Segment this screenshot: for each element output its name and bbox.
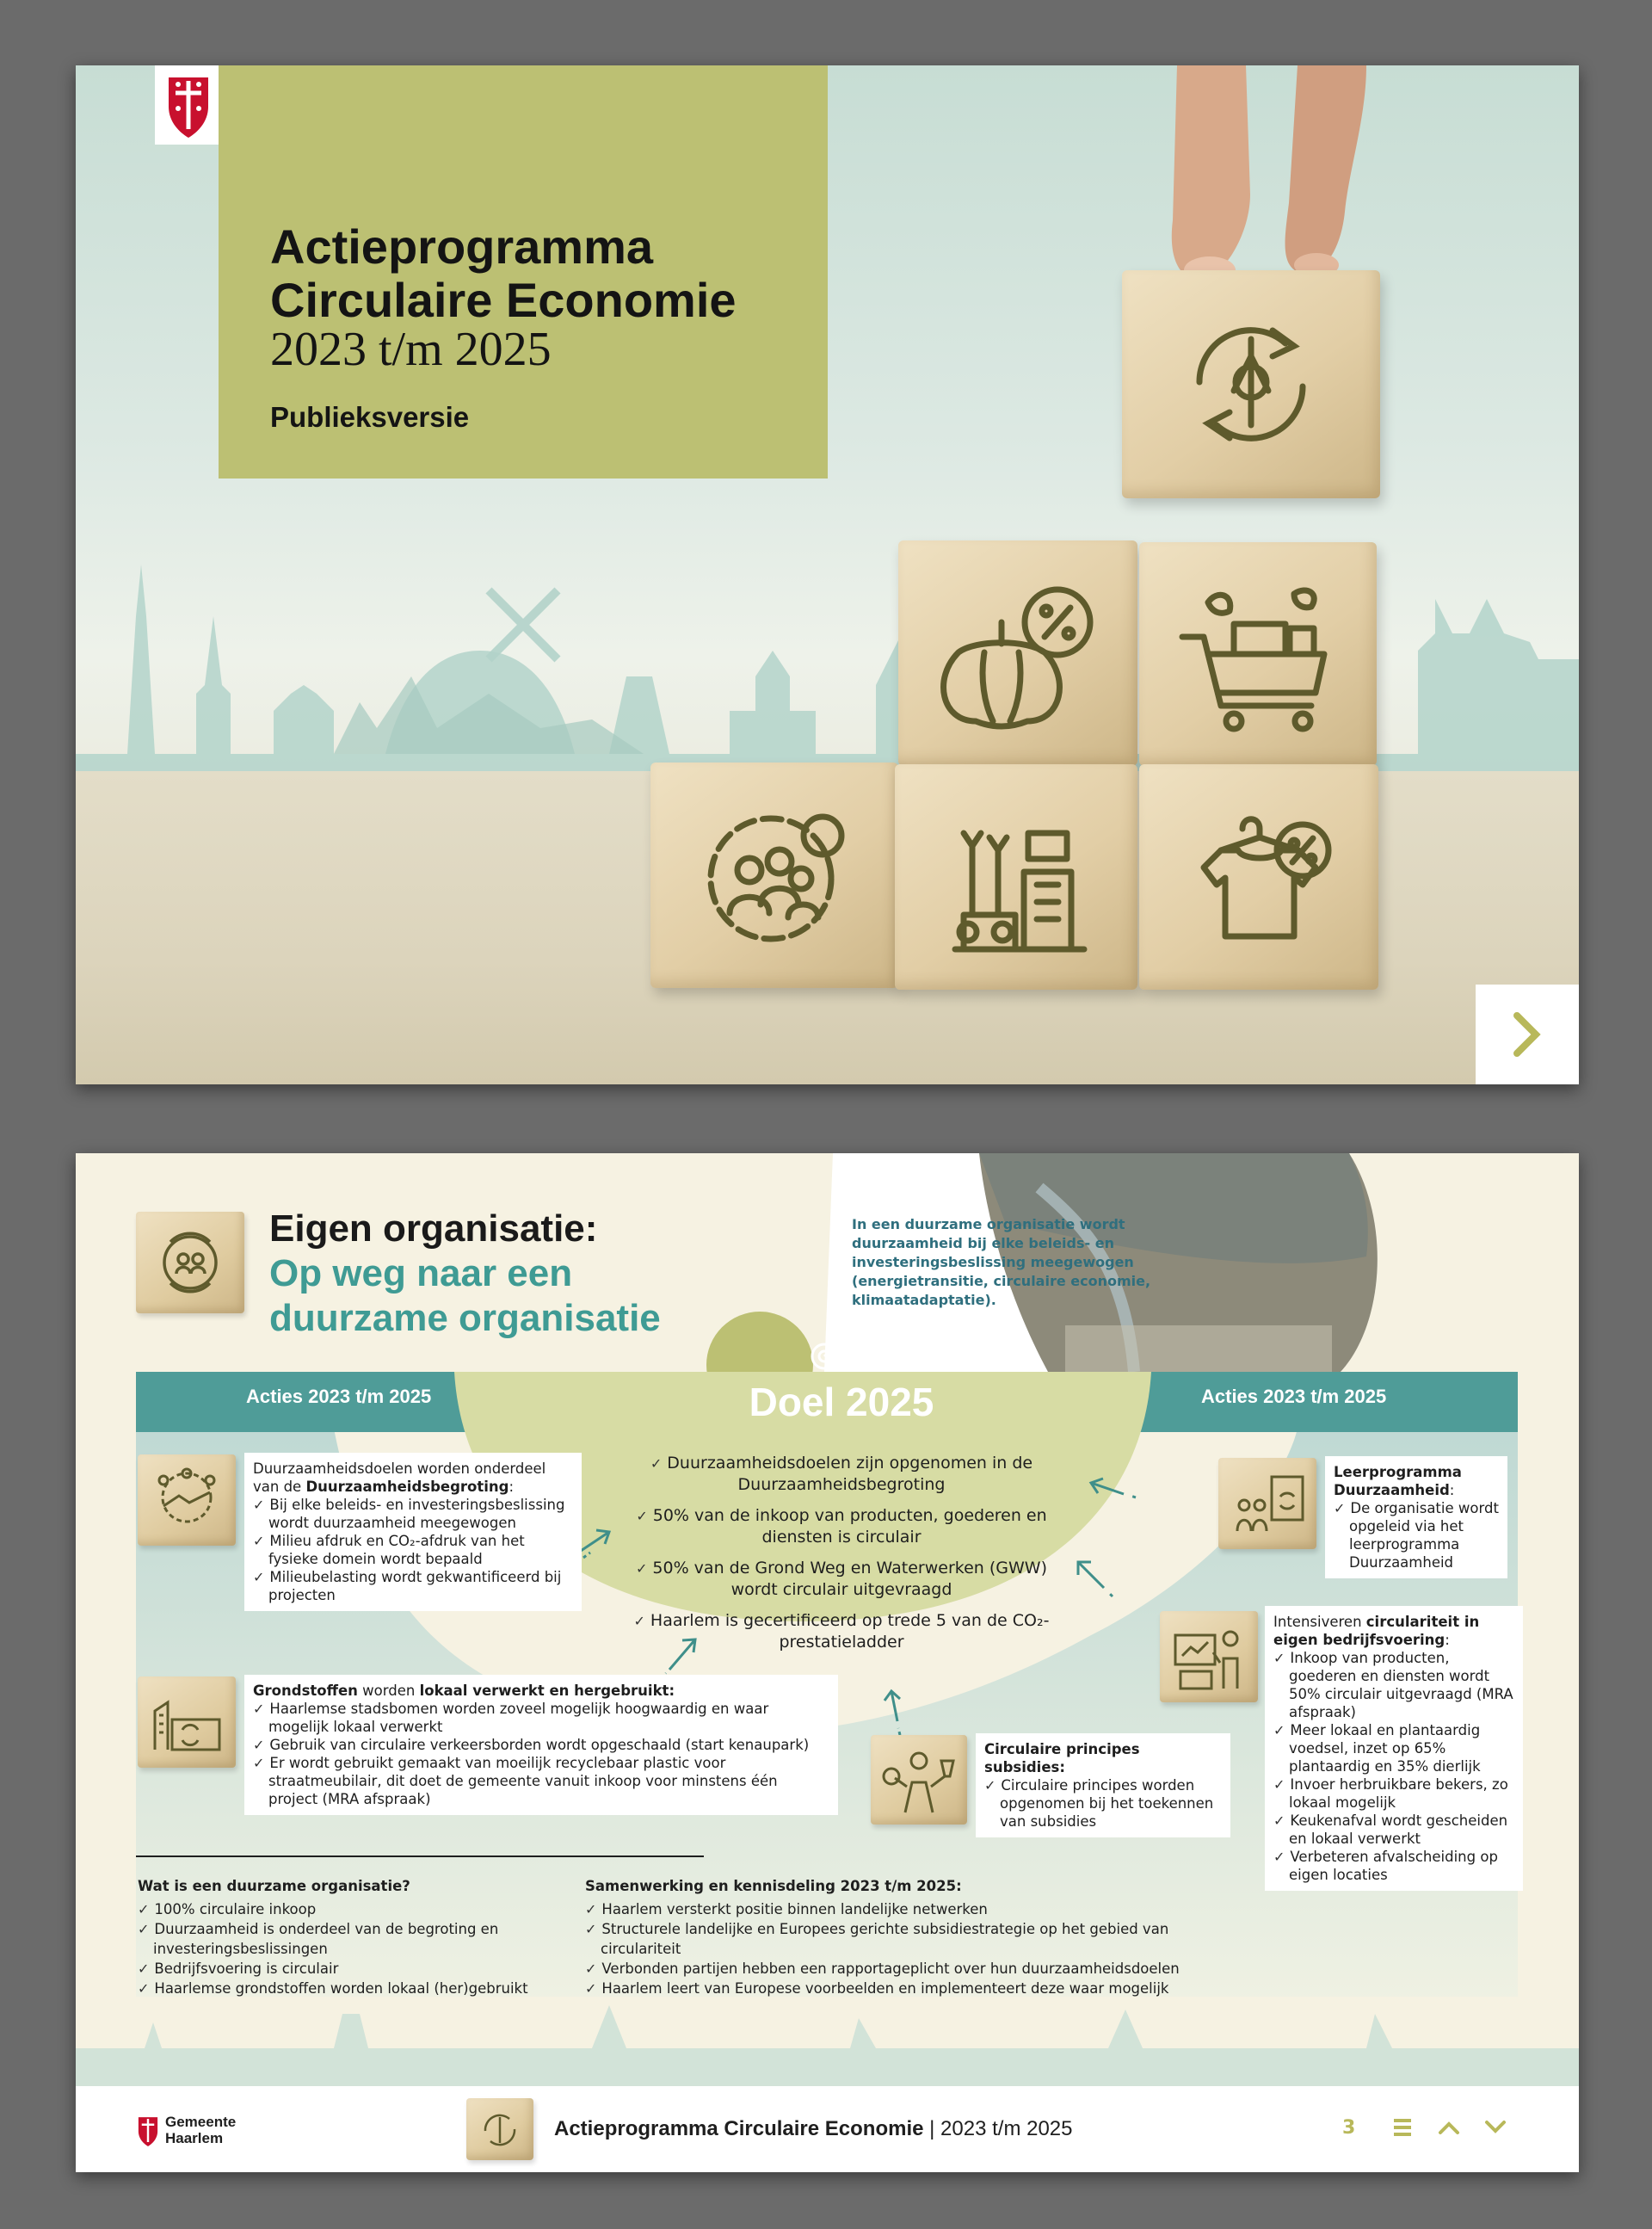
list-item xyxy=(1273,1721,1514,1775)
list-item-text: Keukenafval wordt gescheiden en lokaal verwerkt xyxy=(1289,1812,1508,1847)
grondstoffen-icon-block xyxy=(138,1676,236,1768)
intro-text: In een duurzame organisatie wordt duurzaamheid bij elke beleids- en investeringsbeslissing meegewogen (energietransitie, circulaire economie, klimaatadaptatie). xyxy=(852,1216,1151,1308)
check-icon: ✓ xyxy=(585,1921,597,1937)
list-item-text: Haarlemse stadsbomen worden zoveel mogelijk hoogwaardig en waar mogelijk lokaal verwerkt xyxy=(268,1701,769,1735)
block-pumpkin xyxy=(898,540,1137,766)
list-item xyxy=(253,1496,573,1532)
list-item xyxy=(138,1979,542,1998)
footer-icon-block xyxy=(466,2098,533,2160)
shopping-cart-icon xyxy=(1139,542,1377,766)
page-heading: Eigen organisatie: xyxy=(269,1207,598,1250)
list-item-text: Haarlemse grondstoffen worden lokaal (her)gebruikt xyxy=(154,1980,528,1997)
acties-label-right: Acties 2023 t/m 2025 xyxy=(1201,1386,1387,1407)
check-icon: ✓ xyxy=(585,1960,597,1977)
doel-item-text: Haarlem is gecertificeerd op trede 5 van de CO₂-prestatieladder xyxy=(650,1611,1050,1652)
footer-logo[interactable] xyxy=(136,2110,256,2153)
leer-icon-block xyxy=(1218,1458,1316,1549)
list-item-text: Structurele landelijke en Europees gerichte subsidiestrategie op het gebied van circulariteit xyxy=(601,1921,1169,1957)
heading-icon-block xyxy=(136,1212,244,1313)
list-item-text: Duurzaamheid is onderdeel van de begroting en investeringsbeslissingen xyxy=(153,1921,499,1957)
card-leer xyxy=(1325,1456,1507,1578)
list-item-text: Er wordt gebruikt gemaakt van moeilijk recyclebaar plastic voor straatmeubilair, dit doet de gemeente vanuit inkoop voor minstens één project (MRA afspraak) xyxy=(268,1755,778,1807)
target-icon xyxy=(798,1334,850,1377)
list-item-text: Bedrijfsvoering is circulair xyxy=(154,1960,339,1977)
next-page-down-button[interactable] xyxy=(1480,2112,1511,2143)
page-number: 3 xyxy=(1342,2117,1356,2139)
doel-item xyxy=(626,1558,1057,1600)
list-item xyxy=(138,1959,542,1979)
block-industry xyxy=(895,764,1137,990)
check-icon: ✓ xyxy=(253,1755,265,1771)
card-begroting-lead xyxy=(253,1460,573,1496)
doel-item xyxy=(626,1453,1057,1495)
doel-list xyxy=(626,1453,1057,1663)
check-icon: ✓ xyxy=(138,1980,150,1997)
footer-separator: | xyxy=(929,2117,935,2140)
pumpkin-discount-icon xyxy=(898,540,1137,766)
bedrijf-icon-block xyxy=(1160,1611,1258,1702)
sustainable-industry-icon xyxy=(895,764,1137,990)
block-circular-arrows xyxy=(1122,270,1380,498)
people-gear-icon xyxy=(650,763,898,988)
begroting-icon-block xyxy=(138,1454,236,1546)
circular-arrows-icon xyxy=(1122,270,1380,498)
check-icon: ✓ xyxy=(585,1901,597,1917)
subsidies-icon-block xyxy=(871,1735,967,1825)
list-item-text: Inkoop van producten, goederen en diensten wordt 50% circulair uitgevraagd (MRA afspraak) xyxy=(1289,1650,1513,1720)
cover-period: 2023 t/m 2025 xyxy=(270,323,552,376)
samenwerking-section xyxy=(585,1876,1213,1998)
list-item xyxy=(585,1979,1213,1998)
previous-page-button[interactable] xyxy=(1433,2112,1464,2143)
footer-logo-line1: Gemeente xyxy=(165,2114,237,2130)
check-icon: ✓ xyxy=(636,1508,648,1524)
menu-icon xyxy=(1387,2112,1418,2143)
page-subheading: Op weg naar een duurzame organisatie xyxy=(269,1252,661,1339)
list-item xyxy=(138,1899,542,1919)
list-item xyxy=(253,1568,573,1604)
card-bedrijf xyxy=(1265,1606,1523,1891)
footer-logo-text xyxy=(165,2114,236,2146)
list-item-text: Haarlem leert van Europese voorbeelden en implementeert deze waar mogelijk xyxy=(601,1980,1169,1997)
samenwerking-heading: Samenwerking en kennisdeling 2023 t/m 2025: xyxy=(585,1878,962,1894)
handshake-network-icon xyxy=(138,1454,236,1546)
check-icon: ✓ xyxy=(138,1960,150,1977)
list-item-text: Verbonden partijen hebben een rapportageplicht over hun duurzaamheidsdoelen xyxy=(601,1960,1180,1977)
list-item xyxy=(585,1919,1213,1959)
circular-arrows-icon xyxy=(466,2098,533,2160)
check-icon: ✓ xyxy=(984,1777,996,1794)
check-icon: ✓ xyxy=(650,1455,663,1472)
check-icon: ✓ xyxy=(138,1901,150,1917)
factory-recycle-icon xyxy=(138,1676,236,1768)
list-item-text: 100% circulaire inkoop xyxy=(154,1901,317,1917)
doel-item xyxy=(626,1610,1057,1652)
cover-title-panel xyxy=(219,65,828,479)
acties-label-left: Acties 2023 t/m 2025 xyxy=(246,1386,432,1407)
block-clothing xyxy=(1139,764,1378,990)
list-item-text: Verbeteren afvalscheiding op eigen locaties xyxy=(1289,1849,1498,1883)
check-icon: ✓ xyxy=(253,1701,265,1717)
card-subsidies xyxy=(976,1733,1230,1837)
check-icon: ✓ xyxy=(1273,1849,1285,1865)
card-leer-lead xyxy=(1334,1463,1499,1499)
list-item-text: Haarlem versterkt positie binnen landelijke netwerken xyxy=(601,1901,988,1917)
list-item-text: De organisatie wordt opgeleid via het leerprogramma Duurzaamheid xyxy=(1349,1500,1499,1571)
list-item xyxy=(253,1532,573,1568)
check-icon: ✓ xyxy=(636,1560,648,1577)
cover-title xyxy=(270,220,737,327)
card-subsidies-lead xyxy=(984,1740,1222,1776)
card-lead-bold: Grondstoffen xyxy=(253,1683,358,1699)
list-item xyxy=(585,1899,1213,1919)
list-item xyxy=(253,1754,829,1808)
list-item xyxy=(1273,1848,1514,1884)
footer-title-bold: Actieprogramma Circulaire Economie xyxy=(554,2117,924,2140)
cover-title-line2: Circulaire Economie xyxy=(270,273,737,327)
card-lead-post: : xyxy=(1445,1632,1450,1648)
footer-title xyxy=(554,2117,1073,2141)
page-footer xyxy=(76,2086,1579,2172)
check-icon: ✓ xyxy=(253,1497,265,1513)
check-icon: ✓ xyxy=(1273,1722,1285,1738)
list-item-text: Circulaire principes worden opgenomen bij het toekennen van subsidies xyxy=(1000,1777,1214,1830)
card-lead-bold: Duurzaamheidsbegroting xyxy=(305,1479,509,1495)
doel-title: Doel 2025 xyxy=(749,1380,934,1424)
card-lead-text: Duurzaamheidsdoelen worden onderdeel van de xyxy=(253,1460,546,1495)
cover-subtitle: Publieksversie xyxy=(270,401,470,433)
people-learning-icon xyxy=(1218,1458,1316,1549)
list-item xyxy=(1334,1499,1499,1571)
list-item-text: Invoer herbruikbare bekers, zo lokaal mogelijk xyxy=(1289,1776,1508,1811)
check-icon: ✓ xyxy=(585,1980,597,1997)
list-item-text: Milieu afdruk en CO₂-afdruk van het fysieke domein wordt bepaald xyxy=(268,1533,525,1567)
list-item xyxy=(138,1919,542,1959)
check-icon: ✓ xyxy=(253,1569,265,1585)
list-item xyxy=(1273,1775,1514,1812)
list-item xyxy=(1273,1649,1514,1721)
list-item xyxy=(984,1776,1222,1831)
check-icon: ✓ xyxy=(1273,1776,1285,1793)
check-icon: ✓ xyxy=(253,1737,265,1753)
card-bedrijf-lead xyxy=(1273,1613,1514,1649)
list-item xyxy=(1273,1812,1514,1848)
haarlem-coat-of-arms-icon xyxy=(136,2114,160,2148)
footer-period: 2023 t/m 2025 xyxy=(940,2117,1073,2140)
list-item-text: Gebruik van circulaire verkeersborden wordt opgeschaald (start kenaupark) xyxy=(269,1737,810,1753)
card-lead-bold: circulariteit in eigen bedrijfsvoering xyxy=(1273,1614,1480,1648)
list-item-text: Milieubelasting wordt gekwantificeerd bij projecten xyxy=(268,1569,562,1603)
list-item-text: Meer lokaal en plantaardig voedsel, inzet op 65% plantaardig en 35% dierlijk xyxy=(1289,1722,1481,1775)
clothing-discount-icon xyxy=(1139,764,1378,990)
list-item-text: Bij elke beleids- en investeringsbeslissing wordt duurzaamheid meegewogen xyxy=(268,1497,565,1531)
card-grondstoffen-lead xyxy=(253,1682,829,1700)
block-people-gear xyxy=(650,763,898,988)
chevron-down-icon xyxy=(1480,2112,1511,2143)
card-lead-post: : xyxy=(509,1479,515,1495)
doel-item xyxy=(626,1505,1057,1547)
list-item xyxy=(253,1736,829,1754)
haarlem-coat-of-arms-icon xyxy=(163,72,213,139)
menu-button[interactable] xyxy=(1387,2112,1418,2143)
list-item xyxy=(253,1700,829,1736)
check-icon: ✓ xyxy=(138,1921,150,1937)
recycle-people-icon xyxy=(136,1212,244,1313)
wat-is-section xyxy=(138,1876,542,1998)
check-icon: ✓ xyxy=(1273,1812,1285,1829)
cover-page xyxy=(76,65,1579,1084)
chevron-right-icon xyxy=(1510,1010,1544,1059)
card-lead-bold: Circulaire principes subsidies: xyxy=(984,1741,1140,1775)
presentation-briefcase-icon xyxy=(1160,1611,1258,1702)
content-page xyxy=(76,1153,1579,2172)
next-page-button[interactable] xyxy=(1476,985,1579,1084)
list-item xyxy=(585,1959,1213,1979)
cover-title-line1: Actieprogramma xyxy=(270,219,654,274)
check-icon: ✓ xyxy=(1273,1650,1285,1666)
check-icon: ✓ xyxy=(633,1613,645,1629)
card-lead-bold: lokaal verwerkt en hergebruikt: xyxy=(419,1683,675,1699)
card-grondstoffen xyxy=(244,1675,838,1815)
doel-item-text: Duurzaamheidsdoelen zijn opgenomen in de Duurzaamheidsbegroting xyxy=(667,1454,1033,1494)
wat-is-heading: Wat is een duurzame organisatie? xyxy=(138,1878,410,1894)
doel-item-text: 50% van de inkoop van producten, goederen en diensten is circulair xyxy=(652,1506,1047,1547)
card-lead-text: Intensiveren xyxy=(1273,1614,1366,1630)
person-money-icon xyxy=(871,1735,967,1825)
footer-logo-line2: Haarlem xyxy=(165,2130,224,2146)
section-divider xyxy=(136,1855,704,1857)
chevron-up-icon xyxy=(1433,2112,1464,2143)
card-lead-text: worden xyxy=(357,1683,420,1699)
check-icon: ✓ xyxy=(253,1533,265,1549)
check-icon: ✓ xyxy=(1334,1500,1346,1516)
doel-item-text: 50% van de Grond Weg en Waterwerken (GWW) wordt circulair uitgevraagd xyxy=(652,1559,1047,1599)
card-lead-bold: Leerprogramma Duurzaamheid xyxy=(1334,1464,1462,1498)
block-shopping-cart xyxy=(1139,542,1377,766)
card-lead-post: : xyxy=(1449,1482,1455,1498)
card-begroting xyxy=(244,1453,582,1611)
